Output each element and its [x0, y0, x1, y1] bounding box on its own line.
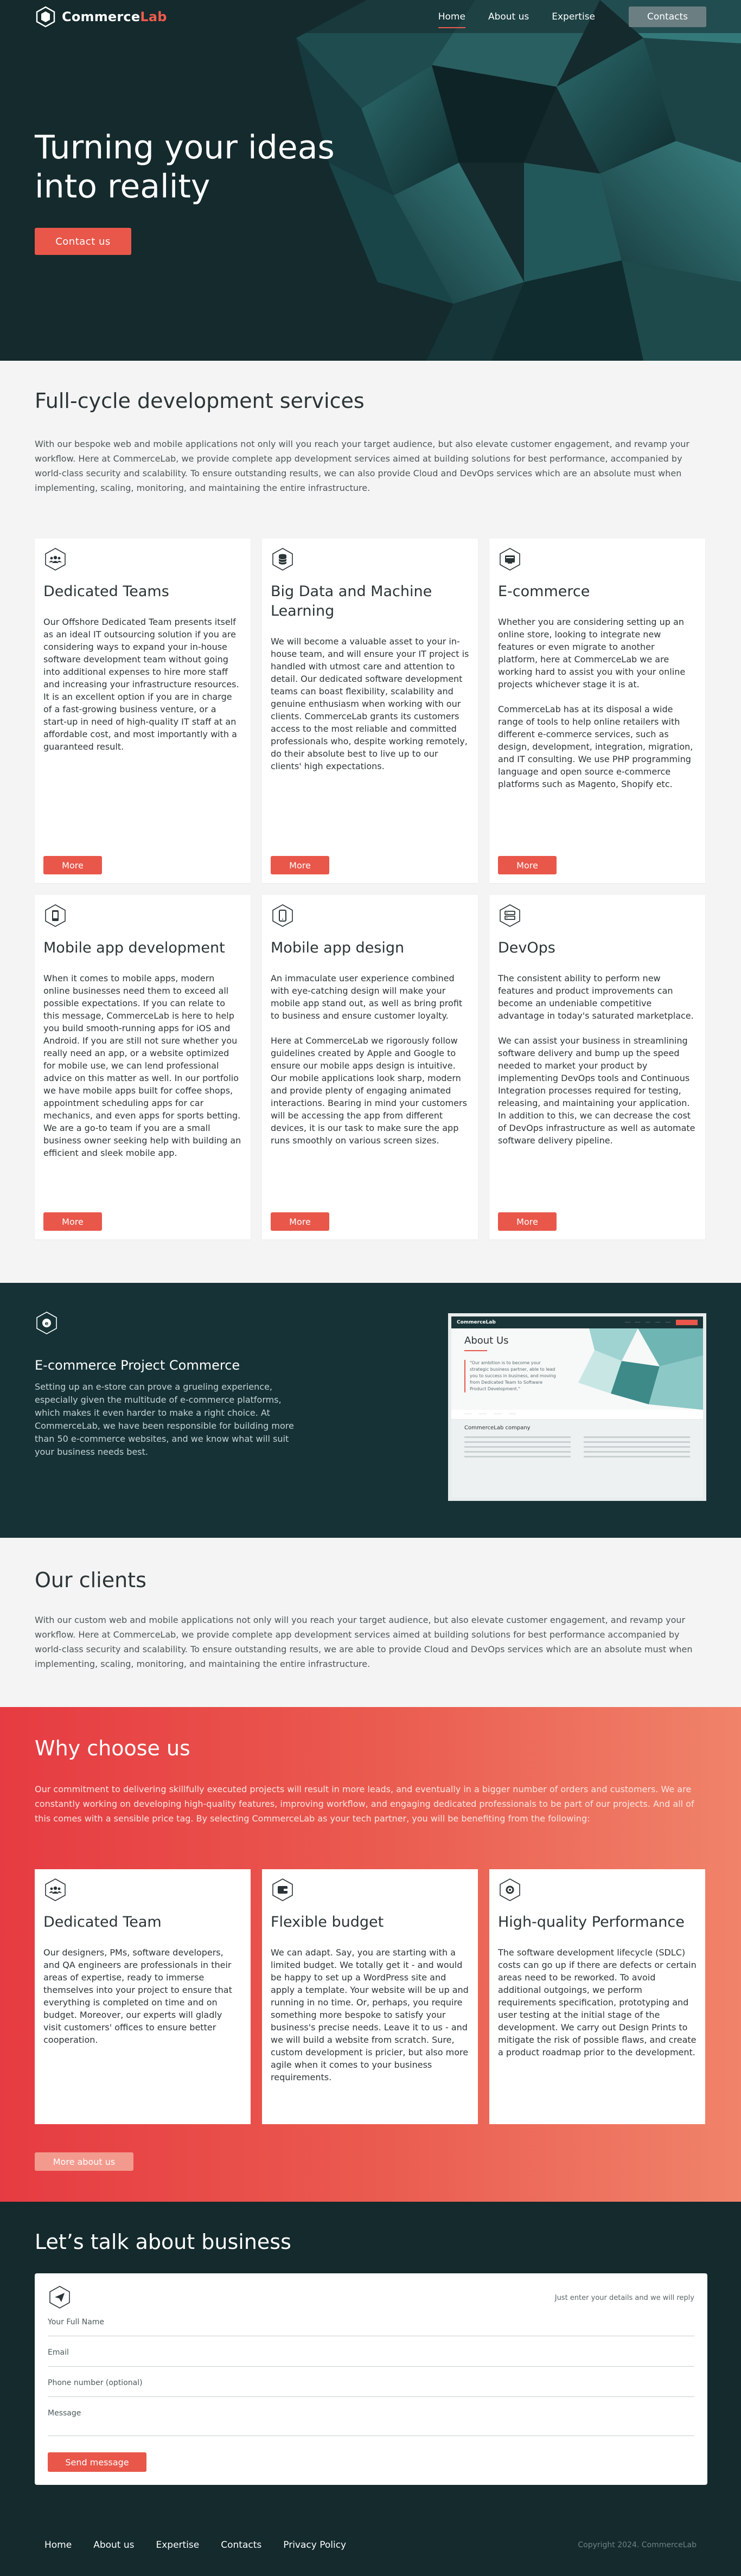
- screenshot-tabs: ······· ······· ······· ·······: [451, 1410, 703, 1420]
- project-title: E-commerce Project Commerce: [35, 1358, 240, 1373]
- services-intro: With our bespoke web and mobile applications not only will you reach your target audience, but also elevate customer engagement, and revamp your workflow. Here at CommerceLab, we provide complete app development services aimed at building solutions for best performance, accompanied by world-class security and scalability. To ensure outstanding results, we can also provide Cloud and DevOps services which are an absolute must when implementing, scaling, monitoring, and maintaining the entire infrastructure.: [35, 439, 690, 493]
- screenshot-company-block: [451, 1420, 703, 1501]
- big-data-more-button[interactable]: More: [271, 856, 329, 874]
- why-section: [0, 1707, 741, 2202]
- svg-text:e: e: [44, 1321, 49, 1327]
- nav-about-us[interactable]: About us: [488, 11, 529, 22]
- database-icon: [271, 547, 295, 571]
- cart-icon: [498, 547, 522, 571]
- card-paragraph: Whether you are considering setting up an online store, looking to integrate new features or even migrate to another platform, here at CommerceLab we are working hard to assist you with your online projects whichever stage it is at.: [498, 617, 686, 689]
- dedicated-teams-more-button[interactable]: More: [43, 856, 102, 874]
- footer-link-expertise[interactable]: Expertise: [156, 2539, 200, 2551]
- phone-icon: [43, 904, 67, 928]
- service-card: [262, 539, 478, 883]
- footer-links: [44, 2540, 346, 2551]
- screenshot-text-lines: [464, 1436, 690, 1458]
- card-title: Mobile app development: [43, 939, 225, 956]
- people-icon: [43, 547, 67, 571]
- logo-text: CommerceLab: [62, 9, 167, 24]
- screenshot-logo: CommerceLab: [457, 1320, 496, 1325]
- service-card: [35, 539, 251, 883]
- card-body: We can adapt. Say, you are starting with a limited budget. We totally get it - and would be happy to set up a WordPress site and apply a template. Your website will be up and running in no time. Or, perhaps, you require something more bespoke to satisfy your business's precise needs. Leave it to us - and we will build a website from scratch. Sure, custom development is pricier, but also more agile when it comes to your business requirements.: [271, 1947, 469, 2082]
- footer-link-about-us[interactable]: About us: [93, 2539, 135, 2551]
- card-paragraph: An immaculate user experience combined with eye-catching design will make your mobile app stand out, as well as bring profit to business and ensure customer loyalty.: [271, 973, 463, 1021]
- contact-section: [0, 2202, 741, 2514]
- card-body: Our designers, PMs, software developers, and QA engineers are professionals in their areas of expertise, ready to immerse themselves into your project to ensure that everything is completed on time and on budget. Moreover, our experts will gladly visit customers' offices to ensure better cooperation.: [43, 1947, 232, 2045]
- main-nav: [438, 7, 706, 27]
- card-paragraph: The consistent ability to perform new features and product improvements can become an undeniable competitive advantage in today's saturated marketplace.: [498, 973, 694, 1021]
- logo-hex-icon: [35, 6, 56, 28]
- services-section: [0, 361, 741, 1283]
- phone-field-wrapper: [48, 2376, 694, 2397]
- hero-section: [0, 0, 741, 361]
- project-section: [0, 1283, 741, 1538]
- form-hint: Just enter your details and we will reply: [554, 2294, 694, 2302]
- project-text: Setting up an e-store can prove a grueling experience, especially given the multitude of e-commerce platforms, which makes it even harder to make a right choice. At CommerceLab, we have been responsible for building more than 50 e-commerce websites, and we know what will suit your business needs best.: [35, 1382, 294, 1457]
- message-field-wrapper: [48, 2407, 694, 2436]
- card-body: The software development lifecycle (SDLC) costs can go up if there are defects or certain areas need to be reworked. To avoid additional outgoings, we perform requirements specification, prototyping and user testing at the initial stage of the development. We carry out Design Prints to mitigate the risk of possible flaws, and create a product roadmap prior to the development.: [498, 1947, 697, 2057]
- why-cards: [35, 1869, 706, 2124]
- service-card: [489, 895, 705, 1239]
- services-title: Full-cycle development services: [35, 389, 365, 413]
- service-card: [35, 895, 251, 1239]
- nav-contacts-button[interactable]: Contacts: [629, 7, 706, 27]
- send-message-button[interactable]: Send message: [48, 2452, 146, 2472]
- contact-us-button[interactable]: Contact us: [35, 228, 131, 255]
- send-icon: [48, 2285, 72, 2309]
- nav-expertise[interactable]: Expertise: [552, 11, 595, 22]
- screenshot-hero: [451, 1328, 703, 1410]
- card-paragraph: Our Offshore Dedicated Team presents itself as an ideal IT outsourcing solution if you are considering ways to expand your in-house software development team without going into additional expenses to hire more staff and increasing your infrastructure resources. It is an excellent option if you are in charge of a fast-growing business venture, or a start-up in need of high-quality IT staff at an affordable cost, and most importantly with a guaranteed result.: [43, 617, 239, 752]
- footer-link-contacts[interactable]: Contacts: [221, 2539, 262, 2551]
- services-cards: [35, 539, 706, 1239]
- card-title: E-commerce: [498, 583, 590, 600]
- card-paragraph: We can assist your business in streamlining software delivery and bump up the speed needed to market your product by implementing DevOps tools and Continuous Integration processes required for testing, releasing, and maintaining your application. In addition to this, we can decrease the cost of DevOps infrastructure as well as automate software delivery pipeline.: [498, 1035, 695, 1146]
- screenshot-links: ····· ····· ····· ····· ·····: [625, 1320, 670, 1325]
- contact-title: Let’s talk about business: [35, 2230, 291, 2254]
- why-title: Why choose us: [35, 1736, 190, 1760]
- screenshot-geometric-art: [578, 1328, 703, 1410]
- clients-title: Our clients: [35, 1568, 146, 1592]
- card-title: Dedicated Teams: [43, 583, 169, 600]
- screenshot-company-title: CommerceLab company: [464, 1425, 531, 1431]
- card-paragraph: When it comes to mobile apps, modern online businesses need them to exceed all possible expectations. If you can relate to this message, CommerceLab is here to help you build smooth-running apps for iOS and Android. If you are still not sure whether you really need an app, or a website optimized for mobile use, we can lend professional advice on this matter as well. In our portfolio we have mobile apps built for coffee shops, appointment scheduling apps for car mechanics, and even apps for sports betting. We are a go-to team if you are a small business owner seeking help with building an efficient and sleek mobile app.: [43, 973, 241, 1158]
- contact-form: [35, 2273, 707, 2485]
- ecommerce-logo-icon: [35, 1311, 59, 1335]
- top-navigation: [0, 0, 741, 33]
- mobile-dev-more-button[interactable]: More: [43, 1212, 102, 1231]
- hero-title-line-2: into reality: [35, 168, 210, 206]
- card-title: Big Data and Machine Learning: [271, 583, 432, 619]
- card-title: Dedicated Team: [43, 1914, 162, 1931]
- project-screenshot[interactable]: [448, 1313, 706, 1501]
- card-title: Flexible budget: [271, 1914, 384, 1931]
- service-card: [489, 539, 705, 883]
- wallet-icon: [271, 1878, 295, 1902]
- card-paragraph: Here at CommerceLab we rigorously follow guidelines created by Apple and Google to ensure our mobile apps design is intuitive. Our mobile applications look sharp, modern and provide plenty of engaging animated interactions. Bearing in mind your customers will be accessing the app from different devices, it is our task to make sure the app runs smoothly on various screen sizes.: [271, 1035, 467, 1146]
- full-name-field-wrapper: [48, 2316, 694, 2336]
- logo[interactable]: [35, 6, 167, 28]
- card-paragraph: We will become a valuable asset to your in-house team, and will ensure your IT project is handled with utmost care and attention to detail. Our dedicated software development teams can boast flexibility, scalability and genuine enthusiasm when working with our clients. CommerceLab grants its customers access to the most reliable and committed professionals who, despite working remotely, do their absolute best to live up to our clients' high expectations.: [271, 636, 469, 771]
- why-card: [489, 1869, 705, 2124]
- server-icon: [498, 904, 522, 928]
- settings-icon: [498, 1878, 522, 1902]
- why-card: [262, 1869, 478, 2124]
- message-input[interactable]: [48, 2409, 694, 2426]
- card-body: [43, 972, 242, 1159]
- footer-link-home[interactable]: Home: [44, 2539, 72, 2551]
- clients-intro: With our custom web and mobile applications not only will you reach your target audience, but also elevate customer engagement, and revamp your workflow. Here at CommerceLab, we provide complete app development services aimed at building solutions for best performance accompanied by world-class security and scalability. To ensure outstanding results, we are able to provide Cloud and DevOps services which are an absolute must when implementing, scaling, monitoring, and maintaining the entire infrastructure.: [35, 1615, 693, 1669]
- more-about-us-button[interactable]: More about us: [35, 2152, 133, 2171]
- email-field-wrapper: [48, 2346, 694, 2367]
- why-card: [35, 1869, 251, 2124]
- full-name-input[interactable]: [48, 2318, 694, 2326]
- phone-input[interactable]: [48, 2379, 694, 2387]
- screenshot-quote: "Our ambition is to become your strategic business partner, able to lead you to success in business, and moving from Dedicated Team to Software Product Development.": [464, 1360, 557, 1392]
- nav-home[interactable]: Home: [438, 8, 465, 25]
- footer: [0, 2514, 741, 2576]
- email-input[interactable]: [48, 2348, 694, 2357]
- card-title: High-quality Performance: [498, 1914, 685, 1931]
- card-body: [498, 616, 697, 790]
- footer-link-privacy-policy[interactable]: Privacy Policy: [283, 2539, 347, 2551]
- hero-title: [35, 128, 382, 206]
- hero-title-line-1: Turning your ideas: [35, 129, 335, 167]
- card-paragraph: CommerceLab has at its disposal a wide range of tools to help online retailers with different e-commerce services, such as design, development, integration, migration, and IT consulting. We use PHP programming language and open source e-commerce platforms such as Magento, Shopify etc.: [498, 704, 693, 789]
- ecommerce-more-button[interactable]: More: [498, 856, 557, 874]
- card-title: DevOps: [498, 939, 555, 956]
- service-card: [262, 895, 478, 1239]
- devops-more-button[interactable]: More: [498, 1212, 557, 1231]
- mobile-design-more-button[interactable]: More: [271, 1212, 329, 1231]
- why-intro: Our commitment to delivering skillfully executed projects will result in more leads, and eventually in a bigger number of orders and customers. We are constantly working on developing high-quality features, improving workflow, and engaging dedicated professionals to be part of our projects. And all of this comes with a sensible price tag. By selecting CommerceLab as your tech partner, you will be benefiting from the following:: [35, 1784, 694, 1824]
- mobile-design-icon: [271, 904, 295, 928]
- copyright: Copyright 2024. CommerceLab: [578, 2540, 697, 2549]
- screenshot-navbar: [451, 1316, 703, 1328]
- card-body: [43, 616, 242, 753]
- people-icon: [43, 1878, 67, 1902]
- card-body: [498, 972, 697, 1147]
- card-body: [271, 972, 469, 1147]
- card-body: [271, 635, 469, 772]
- clients-section: [0, 1538, 741, 1707]
- card-title: Mobile app design: [271, 939, 405, 956]
- screenshot-underline: [464, 1350, 487, 1351]
- screenshot-contact-pill: [676, 1320, 698, 1325]
- screenshot-about-title: About Us: [464, 1335, 509, 1346]
